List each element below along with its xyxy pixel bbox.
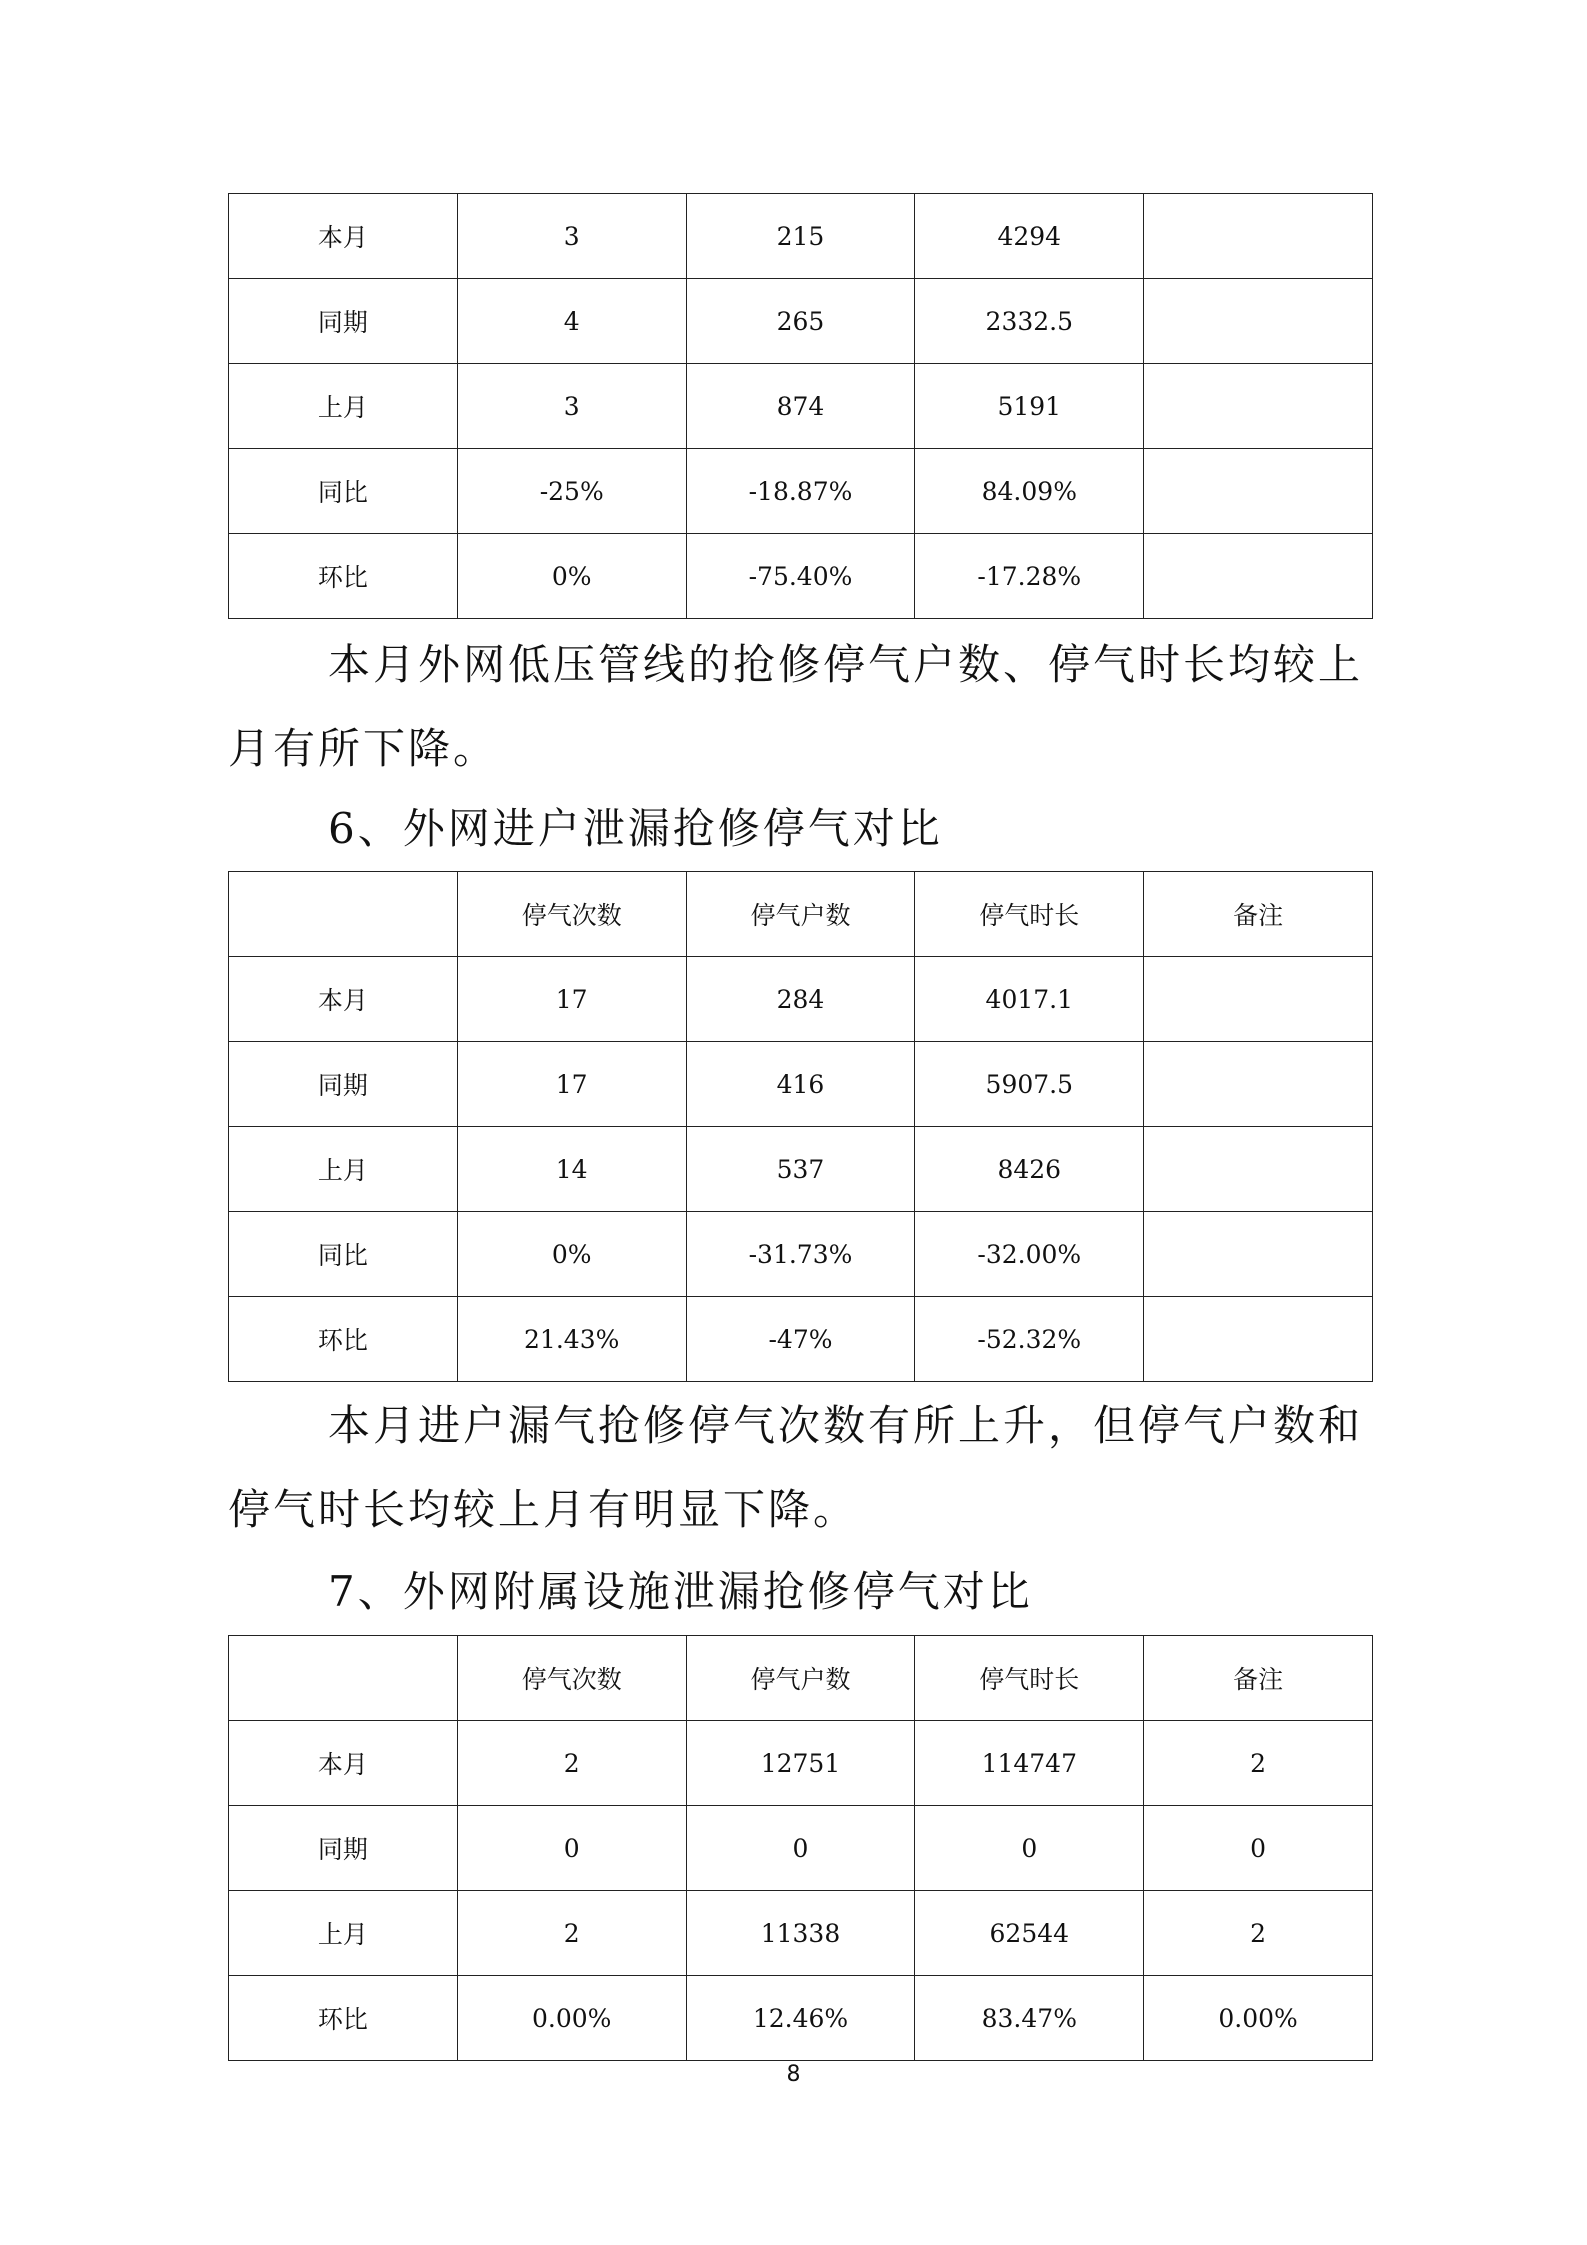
table-row: [229, 1976, 1373, 2061]
row-label: 同期: [229, 1042, 458, 1127]
table-cell: 265: [686, 279, 915, 364]
table-row: [229, 364, 1373, 449]
table-cell: 0: [1144, 1806, 1373, 1891]
table-cell: 2: [1144, 1721, 1373, 1806]
row-label: 本月: [229, 194, 458, 279]
table-row: [229, 957, 1373, 1042]
row-label: 同比: [229, 449, 458, 534]
table-cell: 62544: [915, 1891, 1144, 1976]
column-header: 备注: [1144, 872, 1373, 957]
table-cell: -18.87%: [686, 449, 915, 534]
table-cell: 4294: [915, 194, 1144, 279]
summary-paragraph: 本月外网低压管线的抢修停气户数、停气时长均较上月有所下降。: [228, 640, 1364, 773]
table-row: [229, 1212, 1373, 1297]
row-label: 本月: [229, 957, 458, 1042]
table-cell: 0: [457, 1806, 686, 1891]
column-header: [229, 1636, 458, 1721]
table-row: [229, 194, 1373, 279]
table-row: [229, 279, 1373, 364]
table-cell: 215: [686, 194, 915, 279]
table-cell: 0%: [457, 534, 686, 619]
table-cell: 537: [686, 1127, 915, 1212]
row-label: 上月: [229, 1891, 458, 1976]
table-cell: 12751: [686, 1721, 915, 1806]
table-cell: [1144, 1042, 1373, 1127]
row-label: 上月: [229, 1127, 458, 1212]
table-cell: 84.09%: [915, 449, 1144, 534]
table-header-row: [229, 872, 1373, 957]
table-cell: [1144, 1212, 1373, 1297]
column-header: 停气次数: [457, 1636, 686, 1721]
table-cell: 5907.5: [915, 1042, 1144, 1127]
table-cell: [1144, 1297, 1373, 1382]
table-row: [229, 1721, 1373, 1806]
table-cell: 114747: [915, 1721, 1144, 1806]
table-cell: 2: [457, 1721, 686, 1806]
column-header: 停气户数: [686, 872, 915, 957]
table-header-row: [229, 1636, 1373, 1721]
table-row: [229, 534, 1373, 619]
table-cell: 874: [686, 364, 915, 449]
table-cell: 0: [686, 1806, 915, 1891]
table-cell: -47%: [686, 1297, 915, 1382]
table-cell: [1144, 364, 1373, 449]
row-label: 同期: [229, 1806, 458, 1891]
facility-leak-outage-table: [228, 1635, 1373, 2061]
table-cell: -52.32%: [915, 1297, 1144, 1382]
table-cell: 21.43%: [457, 1297, 686, 1382]
table-cell: 3: [457, 364, 686, 449]
table-cell: -25%: [457, 449, 686, 534]
table-cell: 2: [1144, 1891, 1373, 1976]
table-cell: 0.00%: [457, 1976, 686, 2061]
table-cell: 14: [457, 1127, 686, 1212]
table-cell: 4: [457, 279, 686, 364]
table-row: [229, 1891, 1373, 1976]
table-cell: 284: [686, 957, 915, 1042]
row-label: 上月: [229, 364, 458, 449]
low-pressure-outage-table: [228, 193, 1373, 619]
row-label: 同比: [229, 1212, 458, 1297]
table-cell: 2: [457, 1891, 686, 1976]
table-cell: 3: [457, 194, 686, 279]
table-cell: [1144, 279, 1373, 364]
row-label: 环比: [229, 534, 458, 619]
table-row: [229, 1042, 1373, 1127]
section-heading: 7、外网附属设施泄漏抢修停气对比: [328, 1567, 1033, 1616]
column-header: [229, 872, 458, 957]
column-header: 停气次数: [457, 872, 686, 957]
table-cell: [1144, 449, 1373, 534]
table-cell: [1144, 1127, 1373, 1212]
row-label: 本月: [229, 1721, 458, 1806]
table-cell: 2332.5: [915, 279, 1144, 364]
table-cell: -75.40%: [686, 534, 915, 619]
column-header: 停气时长: [915, 1636, 1144, 1721]
column-header: 停气时长: [915, 872, 1144, 957]
summary-paragraph: 本月进户漏气抢修停气次数有所上升，但停气户数和停气时长均较上月有明显下降。: [228, 1401, 1364, 1534]
table-cell: 0: [915, 1806, 1144, 1891]
table-row: [229, 1127, 1373, 1212]
table-cell: -17.28%: [915, 534, 1144, 619]
table-cell: [1144, 194, 1373, 279]
table-row: [229, 1297, 1373, 1382]
table-cell: 5191: [915, 364, 1144, 449]
page-number: 8: [786, 2062, 801, 2087]
service-leak-outage-table: [228, 871, 1373, 1382]
table-cell: -31.73%: [686, 1212, 915, 1297]
table-row: [229, 449, 1373, 534]
table-cell: 83.47%: [915, 1976, 1144, 2061]
table-cell: 416: [686, 1042, 915, 1127]
table-cell: 17: [457, 957, 686, 1042]
table-cell: 12.46%: [686, 1976, 915, 2061]
row-label: 环比: [229, 1976, 458, 2061]
section-heading: 6、外网进户泄漏抢修停气对比: [328, 804, 943, 853]
table-cell: 0.00%: [1144, 1976, 1373, 2061]
column-header: 停气户数: [686, 1636, 915, 1721]
row-label: 环比: [229, 1297, 458, 1382]
table-cell: 11338: [686, 1891, 915, 1976]
table-cell: 17: [457, 1042, 686, 1127]
column-header: 备注: [1144, 1636, 1373, 1721]
table-cell: 0%: [457, 1212, 686, 1297]
table-row: [229, 1806, 1373, 1891]
table-cell: 4017.1: [915, 957, 1144, 1042]
table-cell: [1144, 957, 1373, 1042]
table-cell: [1144, 534, 1373, 619]
table-cell: 8426: [915, 1127, 1144, 1212]
row-label: 同期: [229, 279, 458, 364]
table-cell: -32.00%: [915, 1212, 1144, 1297]
